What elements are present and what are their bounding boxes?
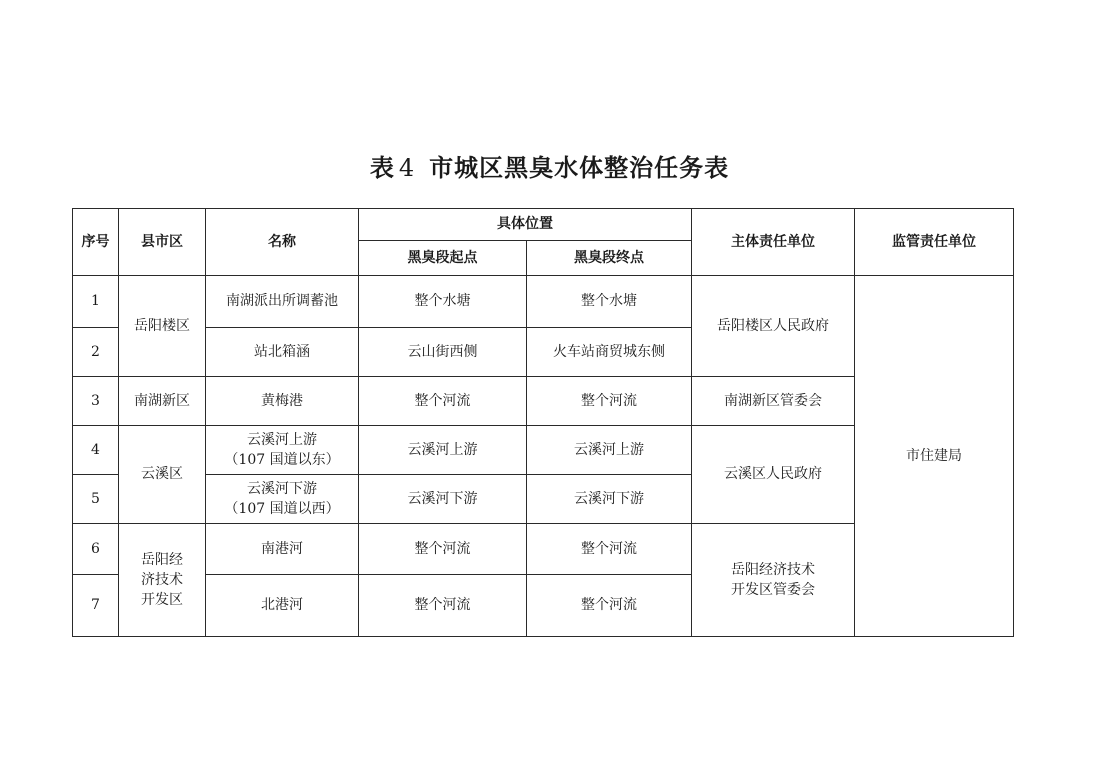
cell-district: 南湖新区: [119, 377, 206, 426]
header-location: 具体位置: [359, 209, 692, 241]
cell-start: 整个河流: [359, 575, 527, 637]
name-line-2: （107 国道以西）: [224, 501, 340, 517]
cell-name: 南港河: [206, 524, 359, 575]
header-end: 黑臭段终点: [527, 241, 692, 276]
cell-start: 整个河流: [359, 524, 527, 575]
header-supervisor: 监管责任单位: [855, 209, 1014, 276]
title-number: 4: [398, 154, 416, 182]
cell-responsible: 岳阳楼区人民政府: [692, 276, 855, 377]
cell-name: 南湖派出所调蓄池: [206, 276, 359, 328]
cell-district: 云溪区: [119, 426, 206, 524]
district-line-1: 岳阳经: [141, 551, 183, 568]
task-table: [72, 208, 1014, 637]
cell-index: 5: [73, 475, 119, 524]
cell-name: 站北箱涵: [206, 328, 359, 377]
cell-end: 整个水塘: [527, 276, 692, 328]
cell-responsible: 云溪区人民政府: [692, 426, 855, 524]
responsible-line-2: 开发区管委会: [731, 582, 815, 598]
cell-name: [206, 426, 359, 475]
cell-name: 黄梅港: [206, 377, 359, 426]
cell-name: 北港河: [206, 575, 359, 637]
cell-index: 2: [73, 328, 119, 377]
cell-start: 云山街西侧: [359, 328, 527, 377]
title-prefix: 表: [369, 153, 395, 182]
cell-end: 云溪河下游: [527, 475, 692, 524]
cell-index: 4: [73, 426, 119, 475]
table-row: [73, 276, 1014, 328]
page-title: [0, 148, 1099, 183]
cell-start: 整个水塘: [359, 276, 527, 328]
header-district: 县市区: [119, 209, 206, 276]
cell-district: 岳阳楼区: [119, 276, 206, 377]
cell-end: 火车站商贸城东侧: [527, 328, 692, 377]
name-line-1: 云溪河下游: [247, 480, 317, 497]
cell-district: [119, 524, 206, 637]
cell-end: 整个河流: [527, 524, 692, 575]
header-row-top: [73, 209, 1014, 241]
header-start: 黑臭段起点: [359, 241, 527, 276]
cell-start: 云溪河上游: [359, 426, 527, 475]
cell-index: 1: [73, 276, 119, 328]
name-line-2: （107 国道以东）: [224, 452, 340, 468]
cell-responsible: [692, 524, 855, 637]
header-index: 序号: [73, 209, 119, 276]
header-responsible: 主体责任单位: [692, 209, 855, 276]
district-line-3: 开发区: [141, 592, 183, 609]
cell-index: 3: [73, 377, 119, 426]
cell-end: 整个河流: [527, 377, 692, 426]
cell-index: 6: [73, 524, 119, 575]
cell-name: [206, 475, 359, 524]
cell-end: 整个河流: [527, 575, 692, 637]
cell-start: 云溪河下游: [359, 475, 527, 524]
cell-start: 整个河流: [359, 377, 527, 426]
name-line-1: 云溪河上游: [247, 431, 317, 448]
responsible-line-1: 岳阳经济技术: [731, 561, 815, 578]
cell-end: 云溪河上游: [527, 426, 692, 475]
cell-responsible: 南湖新区管委会: [692, 377, 855, 426]
district-line-2: 济技术: [141, 571, 183, 588]
cell-index: 7: [73, 575, 119, 637]
title-text: 市城区黑臭水体整治任务表: [429, 153, 730, 182]
cell-supervisor: 市住建局: [855, 276, 1014, 637]
header-name: 名称: [206, 209, 359, 276]
